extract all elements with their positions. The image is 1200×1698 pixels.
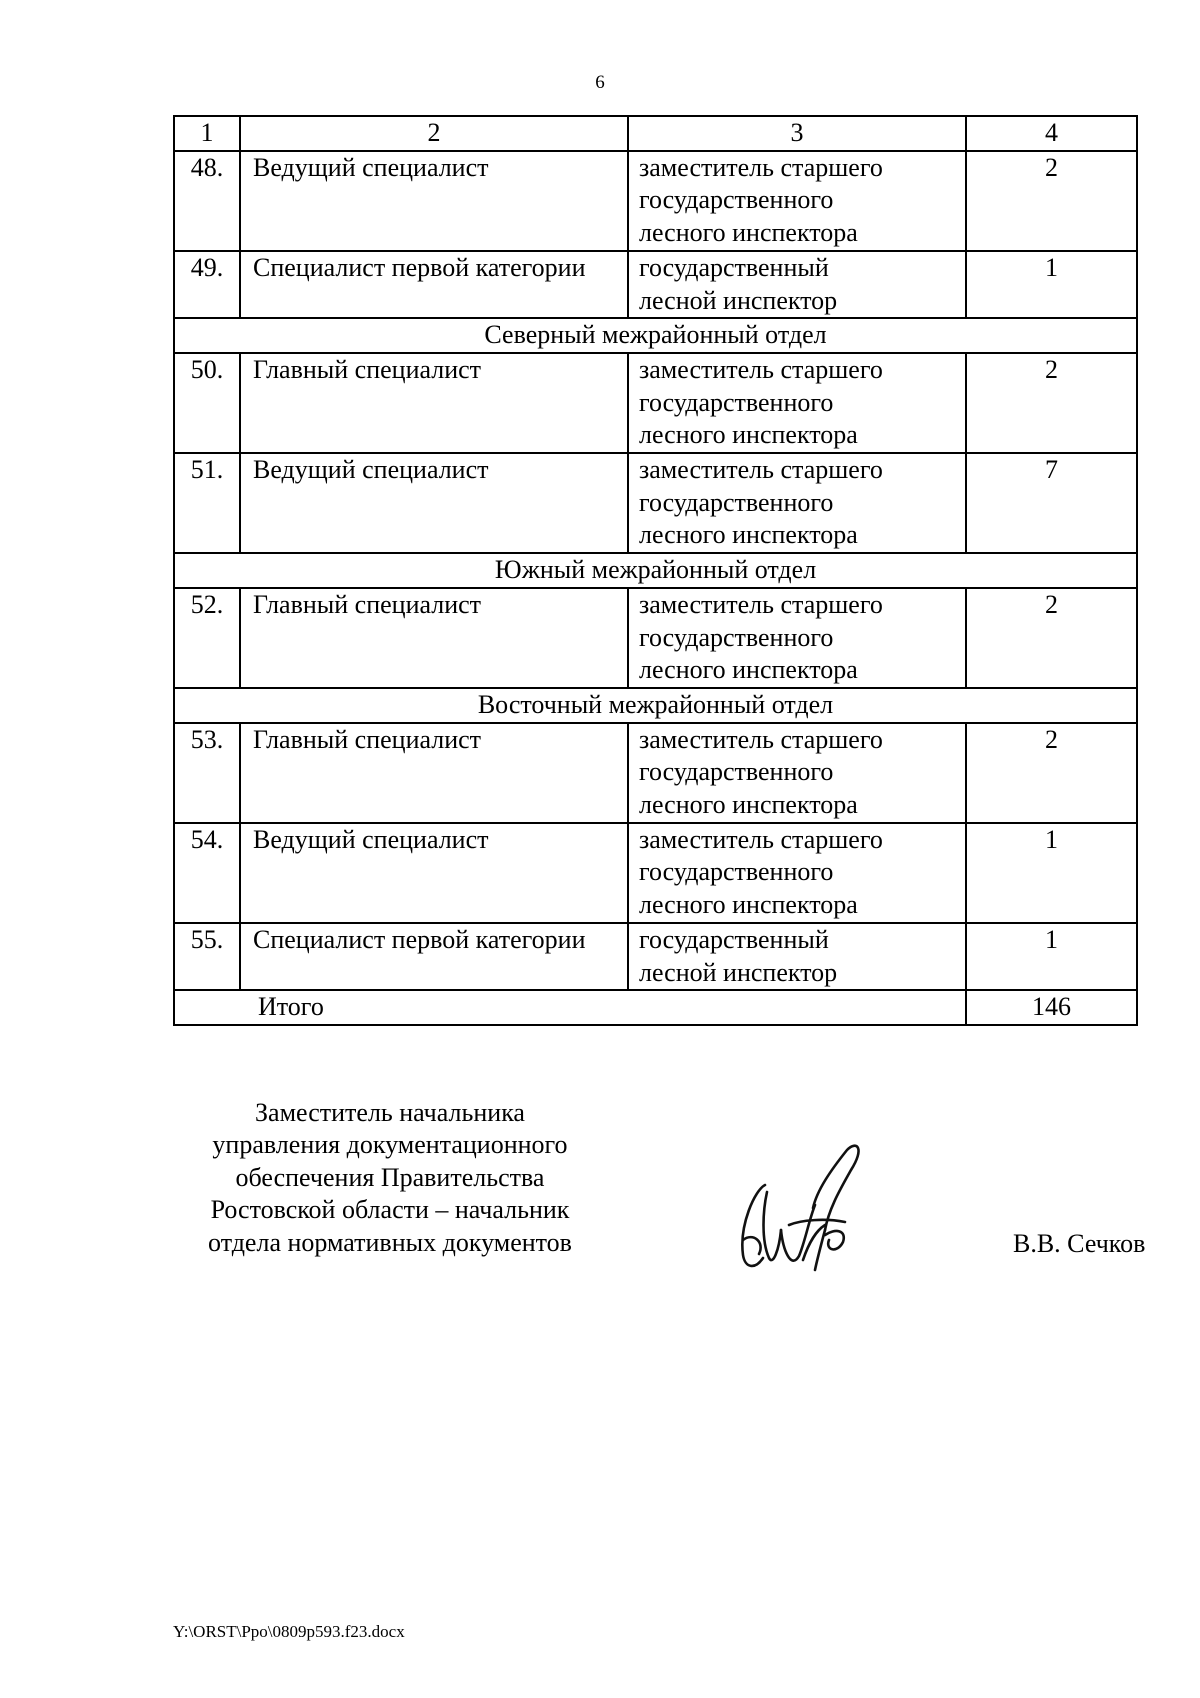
row-number: 54. <box>174 823 240 923</box>
signatory-title-line: отдела нормативных документов <box>208 1227 572 1257</box>
table-row <box>174 823 1137 923</box>
file-path: Y:\ORST\Ppo\0809p593.f23.docx <box>173 1622 405 1641</box>
position-title: Главный специалист <box>240 353 628 453</box>
row-number: 53. <box>174 723 240 823</box>
inspector-role-line: лесного инспектора <box>639 218 858 248</box>
page-number: 6 <box>595 72 605 93</box>
position-title: Ведущий специалист <box>240 151 628 251</box>
position-title: Специалист первой категории <box>240 923 628 990</box>
inspector-role-line: лесного инспектора <box>639 420 858 450</box>
inspector-role <box>628 251 966 318</box>
position-title: Ведущий специалист <box>240 823 628 923</box>
table-row <box>174 588 1137 688</box>
staff-count: 2 <box>966 723 1137 823</box>
inspector-role-line: лесного инспектора <box>639 790 858 820</box>
inspector-role <box>628 151 966 251</box>
inspector-role <box>628 353 966 453</box>
staff-count: 2 <box>966 151 1137 251</box>
row-number: 49. <box>174 251 240 318</box>
section-row <box>174 688 1137 723</box>
staff-count: 1 <box>966 823 1137 923</box>
section-title: Восточный межрайонный отдел <box>174 688 1137 723</box>
inspector-role-line: государственный <box>639 252 829 282</box>
position-title: Специалист первой категории <box>240 251 628 318</box>
inspector-role-line: государственного <box>639 857 834 887</box>
table-row <box>174 353 1137 453</box>
inspector-role-line: заместитель старшего <box>639 455 883 485</box>
signatory-title <box>160 1097 620 1259</box>
section-title: Северный межрайонный отдел <box>174 318 1137 353</box>
signer-name: В.В. Сечков <box>1013 1229 1146 1258</box>
table-row <box>174 923 1137 990</box>
header-cell-4: 4 <box>966 116 1137 151</box>
inspector-role-line: заместитель старшего <box>639 589 883 619</box>
inspector-role <box>628 588 966 688</box>
table-row <box>174 251 1137 318</box>
staff-count: 1 <box>966 251 1137 318</box>
section-row <box>174 318 1137 353</box>
inspector-role-line: государственный <box>639 924 829 954</box>
position-title: Главный специалист <box>240 588 628 688</box>
signatory-title-line: Ростовской области – начальник <box>210 1195 570 1225</box>
staff-count: 2 <box>966 353 1137 453</box>
section-title: Южный межрайонный отдел <box>174 553 1137 588</box>
staff-count: 1 <box>966 923 1137 990</box>
staff-count: 2 <box>966 588 1137 688</box>
inspector-role-line: лесного инспектора <box>639 655 858 685</box>
staff-count: 7 <box>966 453 1137 553</box>
table-header-row <box>174 116 1137 151</box>
inspector-role-line: заместитель старшего <box>639 724 883 754</box>
inspector-role-line: государственного <box>639 757 834 787</box>
row-number: 55. <box>174 923 240 990</box>
signatory-title-line: Заместитель начальника <box>255 1098 525 1127</box>
total-value: 146 <box>966 990 1137 1025</box>
position-title: Главный специалист <box>240 723 628 823</box>
inspector-role <box>628 453 966 553</box>
row-number: 52. <box>174 588 240 688</box>
inspector-role-line: государственного <box>639 622 834 652</box>
section-row <box>174 553 1137 588</box>
total-row <box>174 990 1137 1025</box>
row-number: 50. <box>174 353 240 453</box>
inspector-role-line: лесной инспектор <box>639 957 838 987</box>
signatory-title-line: управления документационного <box>212 1130 568 1160</box>
inspector-role-line: лесного инспектора <box>639 890 858 920</box>
inspector-role-line: лесного инспектора <box>639 520 858 550</box>
row-number: 51. <box>174 453 240 553</box>
header-cell-1: 1 <box>174 116 240 151</box>
handwritten-signature <box>725 1130 885 1280</box>
row-number: 48. <box>174 151 240 251</box>
inspector-role-line: заместитель старшего <box>639 824 883 854</box>
inspector-role <box>628 923 966 990</box>
signatory-title-line: обеспечения Правительства <box>235 1162 545 1192</box>
inspector-role-line: заместитель старшего <box>639 354 883 384</box>
position-title: Ведущий специалист <box>240 453 628 553</box>
inspector-role-line: заместитель старшего <box>639 152 883 182</box>
inspector-role <box>628 823 966 923</box>
inspector-role-line: государственного <box>639 487 834 517</box>
header-cell-3: 3 <box>628 116 966 151</box>
staff-table <box>173 115 1138 1026</box>
inspector-role <box>628 723 966 823</box>
total-label: Итого <box>174 990 966 1025</box>
header-cell-2: 2 <box>240 116 628 151</box>
inspector-role-line: государственного <box>639 387 834 417</box>
table-row <box>174 453 1137 553</box>
inspector-role-line: лесной инспектор <box>639 285 838 315</box>
inspector-role-line: государственного <box>639 185 834 215</box>
table-row <box>174 723 1137 823</box>
table-row <box>174 151 1137 251</box>
